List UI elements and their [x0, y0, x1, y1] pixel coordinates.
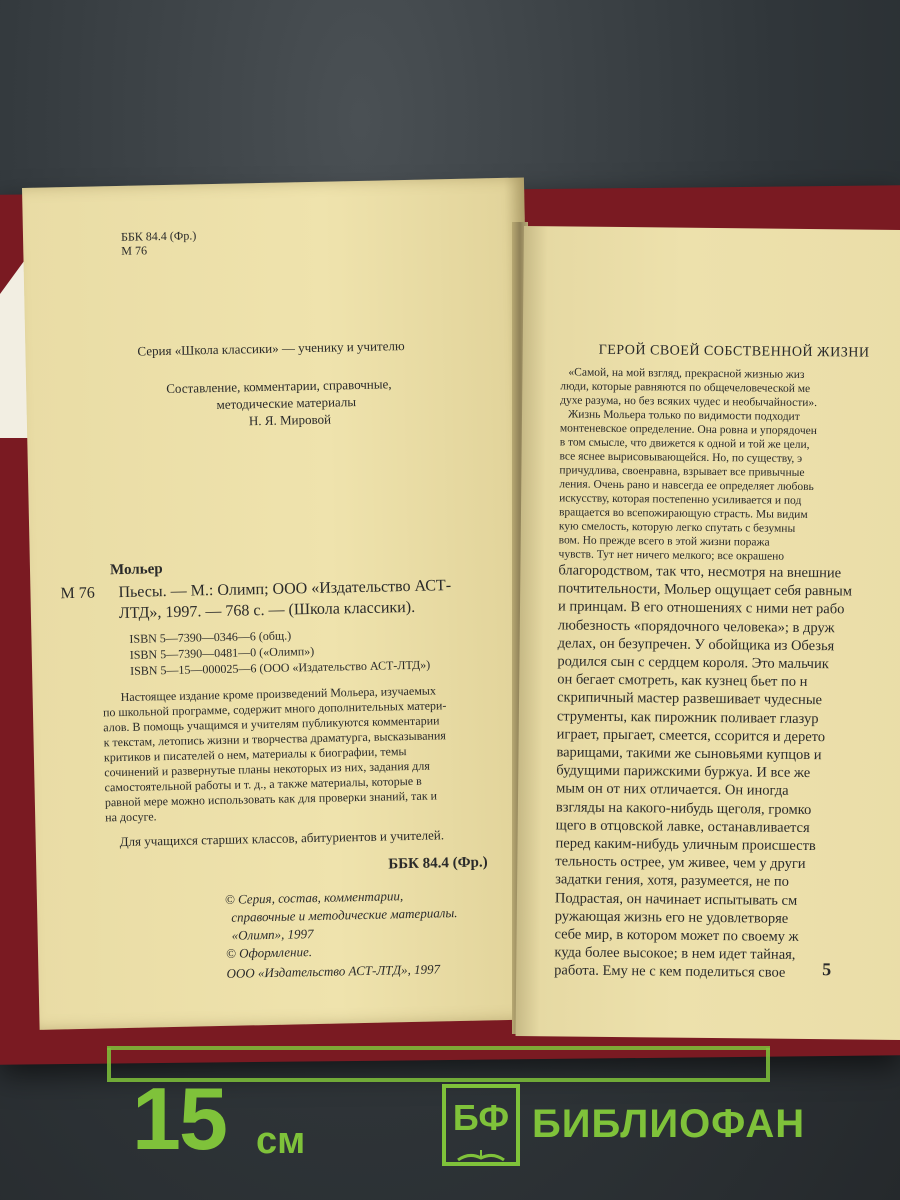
body-text-line: искусству, которая постепенно усиливается и под [559, 492, 802, 507]
bbk-code-bottom: ББК 84.4 (Фр.) [388, 854, 488, 873]
series-line: Серия «Школа классики» — ученику и учителю [137, 338, 405, 359]
compiled-by-line-2: методические материалы [216, 394, 357, 412]
body-text-line: в том смысле, что движется к одной и той же цели, [559, 436, 810, 452]
catalog-code-top: М 76 [121, 243, 148, 258]
copyright-line-4: © Оформление. [225, 944, 313, 961]
body-text-line: работа. Ему не с кем поделиться свое [554, 962, 786, 982]
bibliographic-line-2: ЛТД», 1997. — 768 с. — (Школа классики). [118, 598, 416, 623]
logo-letters: БФ [452, 1097, 510, 1138]
isbn-line-1: ISBN 5—7390—0346—6 (общ.) [129, 628, 292, 646]
size-unit: см [256, 1120, 306, 1162]
body-text-line: мым он от них отличается. Он иногда [556, 780, 789, 800]
audience-line: Для учащихся старших классов, абитуриентов и учителей. [119, 827, 445, 850]
body-text-line: варищами, такими же сыновьями купцов и [556, 744, 822, 764]
copyright-line-5: ООО «Издательство АСТ-ЛТД», 1997 [226, 961, 441, 981]
body-text-line: благородством, так что, несмотря на внешние [558, 562, 842, 582]
body-text-line: люди, которые равняются по общечеловеческой ме [560, 380, 811, 396]
body-text-line: тельность острее, ум живее, чем у други [555, 853, 806, 873]
annotation-line: на досуге. [105, 809, 157, 825]
body-text-line: Подрастая, он начинает испытывать см [554, 889, 798, 909]
body-text-line: чувств. Тут нет ничего мелкого; все окрашено [558, 548, 785, 563]
bbk-code-top: ББК 84.4 (Фр.) [120, 228, 197, 244]
right-page [516, 226, 900, 1040]
body-text-line: вращается во всепожирающую страсть. Мы видим [558, 506, 808, 521]
body-text-line: себе мир, в котором может по своему ж [554, 926, 799, 945]
body-text-line: ления. Очень рано и навсегда ее определяет любовь [559, 478, 814, 494]
annotation-line: алов. В помощь учащимся и учителям публикуются комментарии [103, 713, 440, 735]
annotation-line: равной мере можно использовать как для проверки знаний, так и [104, 788, 438, 810]
page-number: 5 [822, 959, 832, 980]
copyright-line-1: © Серия, состав, комментарии, [224, 888, 404, 907]
body-text-line: делах, он безупречен. У обойщика из Обезья [557, 635, 835, 655]
compiler-name: Н. Я. Мировой [248, 411, 332, 429]
annotation-line: по школьной программе, содержит много дополнительных матери- [102, 698, 447, 720]
body-text-line: все яснее вырисовывающейся. Но, по существу, э [559, 450, 803, 465]
annotation-line: Настоящее издание кроме произведений Мольера, изучаемых [120, 683, 437, 705]
chapter-heading: ГЕРОЙ СВОЕЙ СОБСТВЕННОЙ ЖИЗНИ [598, 342, 870, 361]
body-text-line: родился сын с сердцем короля. Это мальчик [557, 653, 829, 673]
annotation-line: к текстам, летопись жизни и творчества драматурга, высказывания [103, 728, 446, 750]
body-text-line: любезность «порядочного человека»; в друж [557, 616, 835, 636]
body-text-line: взгляды на какого-нибудь щеголя, громко [555, 798, 812, 818]
annotation-line: самостоятельной работы и т. д., а также материалы, которые в [104, 773, 422, 795]
body-text-line: куда более высокое; в нем идет тайная, [554, 944, 796, 964]
isbn-line-3: ISBN 5—15—000025—6 (ООО «Издательство АСТ-ЛТД») [129, 657, 431, 678]
body-text-line: монтеневское определение. Она ровна и упорядочен [559, 422, 817, 438]
body-text-line: струменты, как пирожник поливает глазур [556, 707, 819, 727]
catalog-code: М 76 [60, 584, 95, 603]
body-text-line: кую смелость, которую легко спутать с безумны [558, 520, 796, 535]
body-text-line: вом. Но прежде всего в этой жизни поража [558, 534, 770, 549]
body-text-line: будущими парижскими буржуа. И все же [556, 762, 811, 782]
body-text-line: скрипичный мастер развешивает чудесные [556, 689, 823, 709]
body-text-line: и принцам. В его отношениях с ними нет рабо [557, 598, 845, 618]
bibliographic-line-1: Пьесы. — М.: Олимп; ООО «Издательство АСТ- [118, 577, 452, 602]
book-icon [456, 1146, 506, 1162]
body-text-line: щего в отцовской лавке, останавливается [555, 817, 810, 836]
left-page [22, 177, 542, 1029]
body-text-line: ружающая жизнь его не удовлетворяе [554, 908, 789, 927]
author-name: Мольер [109, 561, 163, 579]
body-text-line: «Самой, на мой взгляд, прекрасной жизнью жиз [568, 366, 805, 381]
body-text-line: играет, прыгает, смеется, ссорится и дерето [556, 726, 826, 745]
copyright-line-3: «Олимп», 1997 [231, 926, 314, 943]
body-text-line: Жизнь Мольера только по видимости подходит [567, 408, 800, 423]
body-text-line: перед каким-нибудь уличным происшеств [555, 835, 816, 855]
body-text-line: он бегает смотреть, как кузнец бьет по н [557, 671, 808, 691]
size-number: 15 [132, 1069, 226, 1168]
body-text-line: причудлива, своенравна, взрывает все привычные [559, 464, 805, 479]
annotation-line: критиков и писателей о нем, материалы к биографии, темы [103, 744, 407, 765]
annotation-line: сочинений и развернутые планы некоторых из них, задания для [104, 758, 430, 780]
compiled-by-line-1: Составление, комментарии, справочные, [166, 376, 392, 397]
isbn-line-2: ISBN 5—7390—0481—0 («Олимп») [129, 643, 315, 662]
body-text-line: духе разума, но без всяких чудес и необычайности». [560, 394, 818, 410]
brand-name: БИБЛИОФАН [532, 1102, 806, 1146]
body-text-line: почтительности, Мольер ощущает себя равным [558, 580, 853, 600]
copyright-line-2: справочные и методические материалы. [231, 905, 458, 925]
body-text-line: задатки гения, хотя, разумеется, не по [555, 871, 789, 891]
